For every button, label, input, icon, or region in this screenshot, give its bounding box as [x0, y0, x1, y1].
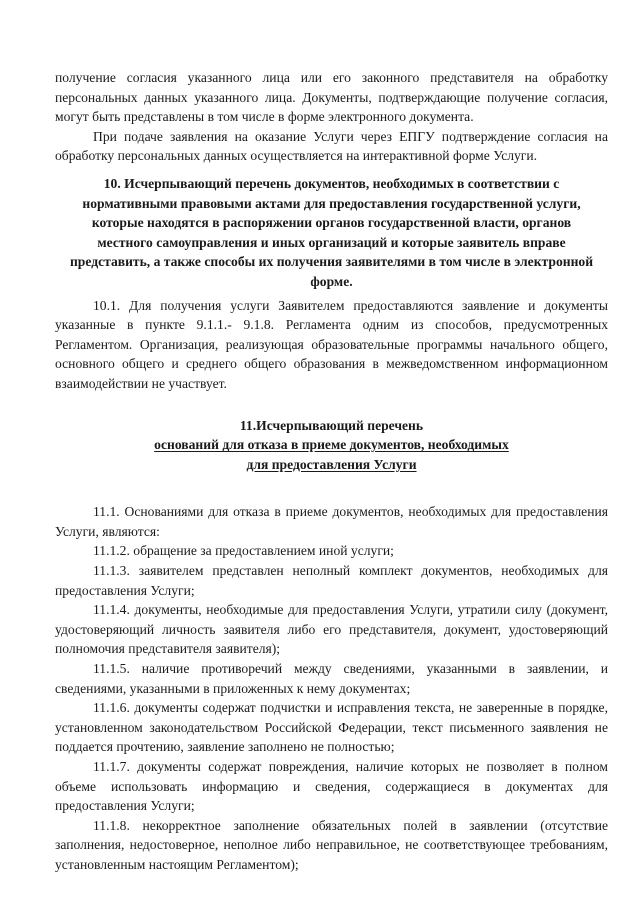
list-item: 11.1.5. наличие противоречий между сведениями, указанными в заявлении, и сведениями, указанными в приложенных к нему документах; — [55, 661, 608, 696]
list-item: 11.1.8. некорректное заполнение обязательных полей в заявлении (отсутствие заполнения, недостоверное, неполное либо неправильное, не соответствующее требованиям, установленным настоящим Регламентом); — [55, 817, 608, 872]
section-10-paragraph: 10.1. Для получения услуги Заявителем предоставляются заявление и документы указанные в пункте 9.1.1.- 9.1.8. Регламента одним из способов, предусмотренных Регламентом. Организация, реализующая образовательные программы начального общего, основного общего и среднего общего образования в межведомственном информационном взаимодействии не участвует. — [55, 297, 608, 391]
section-11-heading-line1: 11.Исчерпывающий перечень — [239, 417, 424, 433]
list-item: 11.1.6. документы содержат подчистки и исправления текста, не заверенные в порядке, установленном законодательством Российской Федерации, текст письменного заявления не поддается прочтению, заявление заполнено не полностью; — [55, 700, 608, 755]
list-item: 11.1.2. обращение за предоставлением иной услуги; — [93, 543, 394, 559]
section-10-heading: 10. Исчерпывающий перечень документов, необходимых в соответствии с нормативными правовыми актами для предоставления государственной услуги, которые находятся в распоряжении органов государственной власти, органов местного самоуправления и иных организаций и которые заявитель вправе представить, а также способы их получения заявителями в том числе в электронной форме. — [69, 175, 594, 289]
paragraph-consent-continued: получение согласия указанного лица или его законного представителя на обработку персональных данных указанного лица. Документы, подтверждающие получение согласия, могут быть представлены в том числе в форме электронного документа. — [55, 70, 608, 125]
section-11-heading-line3: для предоставления Услуги — [246, 456, 417, 472]
section-11-heading-line2: оснований для отказа в приеме документов, необходимых — [154, 437, 509, 453]
paragraph-epgu-consent: При подаче заявления на оказание Услуги через ЕПГУ подтверждение согласия на обработку персональных данных осуществляется на интерактивной форме Услуги. — [55, 128, 608, 164]
list-item: 11.1.3. заявителем представлен неполный комплект документов, необходимых для предоставления Услуги; — [55, 563, 608, 598]
list-item: 11.1.7. документы содержат повреждения, наличие которых не позволяет в полном объеме использовать информацию и сведения, содержащиеся в документах для предоставления Услуги; — [55, 759, 608, 814]
list-item: 11.1.4. документы, необходимые для предоставления Услуги, утратили силу (документ, удостоверяющий личность заявителя либо его представителя, документ, удостоверяющий полномочия представителя заявителя); — [55, 602, 608, 657]
list-item: 11.1. Основаниями для отказа в приеме документов, необходимых для предоставления Услуги, являются: — [55, 504, 608, 539]
section-11-heading — [55, 416, 608, 475]
